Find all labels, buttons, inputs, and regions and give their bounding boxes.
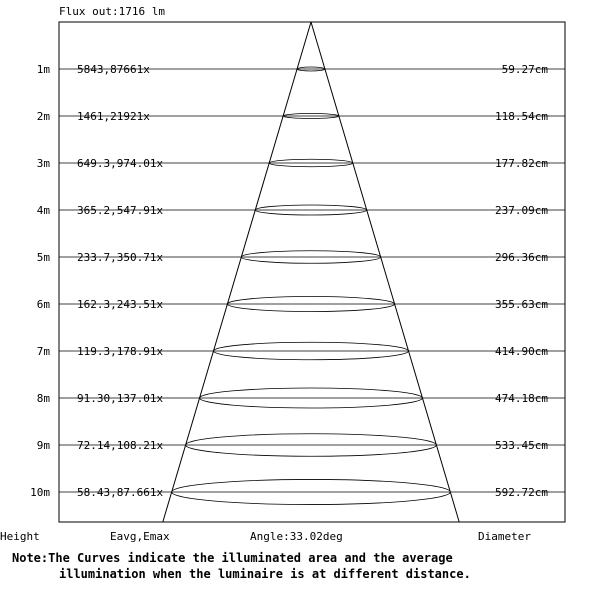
row-illuminance-value: 1461,21921x (77, 110, 150, 123)
row-illuminance-value: 233.7,350.71x (77, 251, 164, 264)
row-height-label: 3m (36, 157, 50, 170)
row-height-label: 9m (36, 439, 50, 452)
beam-angle-label: Angle:33.02deg (250, 530, 343, 543)
row-height-label: 4m (36, 204, 50, 217)
row-illuminance-value: 649.3,974.01x (77, 157, 164, 170)
row-diameter-value: 59.27cm (501, 63, 548, 76)
row-diameter-value: 177.82cm (495, 157, 548, 170)
row-illuminance-value: 119.3,178.91x (77, 345, 164, 358)
row-diameter-value: 237.09cm (495, 204, 548, 217)
diameter-column-label: Diameter (478, 530, 531, 543)
cone-right-edge (311, 22, 459, 522)
row-illuminance-value: 5843,87661x (77, 63, 150, 76)
cone-left-edge (163, 22, 311, 522)
row-diameter-value: 414.90cm (495, 345, 548, 358)
row-illuminance-value: 91.30,137.01x (77, 392, 164, 405)
row-illuminance-value: 72.14,108.21x (77, 439, 164, 452)
flux-out-label: Flux out:1716 lm (59, 5, 165, 18)
note-line-1: Note:The Curves indicate the illuminated area and the average (12, 551, 453, 565)
row-height-label: 5m (36, 251, 50, 264)
row-illuminance-value: 58.43,87.661x (77, 486, 164, 499)
beam-cone (163, 22, 459, 522)
row-diameter-value: 474.18cm (495, 392, 548, 405)
row-illuminance-value: 162.3,243.51x (77, 298, 164, 311)
row-height-label: 10m (30, 486, 50, 499)
row-height-label: 8m (36, 392, 50, 405)
note-line-2: illumination when the luminaire is at different distance. (59, 567, 471, 581)
row-diameter-value: 592.72cm (495, 486, 548, 499)
row-height-label: 2m (36, 110, 50, 123)
eavg-emax-column-label: Eavg,Emax (110, 530, 170, 543)
row-divider-lines (59, 69, 565, 492)
row-illuminance-value: 365.2,547.91x (77, 204, 164, 217)
row-height-label: 7m (36, 345, 50, 358)
row-diameter-value: 355.63cm (495, 298, 548, 311)
row-diameter-value: 118.54cm (495, 110, 548, 123)
row-height-label: 6m (36, 298, 50, 311)
row-diameter-value: 296.36cm (495, 251, 548, 264)
height-column-label: Height (0, 530, 40, 543)
row-height-label: 1m (36, 63, 50, 76)
row-diameter-value: 533.45cm (495, 439, 548, 452)
